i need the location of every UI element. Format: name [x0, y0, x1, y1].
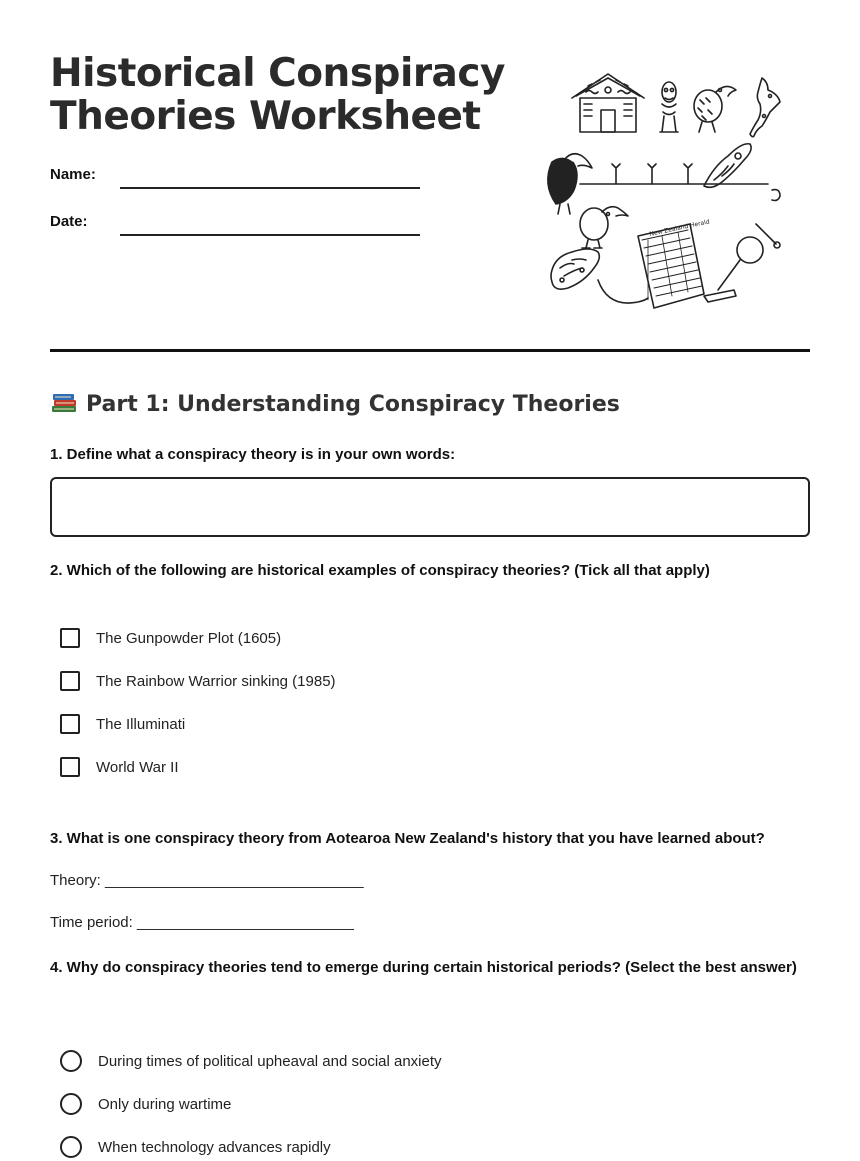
theory-fill-line[interactable]: Theory: _______________________________	[50, 872, 364, 889]
nz-history-illustration	[538, 64, 798, 314]
section-title-text: Part 1: Understanding Conspiracy Theories	[86, 392, 620, 417]
kiwi-chick-icon	[580, 207, 628, 248]
question-1: 1. Define what a conspiracy theory is in your own words:	[50, 446, 456, 463]
q2-option-label: World War II	[96, 758, 179, 776]
books-icon	[50, 390, 78, 414]
checkbox[interactable]	[60, 671, 80, 691]
section-divider	[50, 349, 810, 352]
q2-option-label: The Gunpowder Plot (1605)	[96, 629, 282, 647]
checkbox[interactable]	[60, 628, 80, 648]
pencil-icon	[704, 290, 736, 302]
section-title-part-1	[50, 390, 620, 417]
newspaper-icon	[638, 218, 710, 308]
magnifying-glass-icon	[718, 237, 763, 290]
q2-option-3[interactable]	[60, 712, 185, 736]
q2-option-1[interactable]	[60, 626, 281, 650]
question-1-answer-box[interactable]	[50, 477, 810, 537]
q2-option-4[interactable]	[60, 755, 179, 779]
kiwi-bird-icon	[694, 86, 736, 132]
q2-option-2[interactable]	[60, 669, 336, 693]
q4-option-1[interactable]	[60, 1049, 442, 1073]
tiki-carving-icon	[660, 82, 678, 132]
checkbox[interactable]	[60, 714, 80, 734]
newspaper-masthead: New Zealand Herald	[648, 218, 711, 238]
question-4: 4. Why do conspiracy theories tend to emerge during certain historical periods? (Select the best answer)	[50, 959, 797, 976]
q4-option-label: During times of political upheaval and social anxiety	[98, 1052, 442, 1070]
q2-option-label: The Illuminati	[96, 715, 186, 733]
name-label: Name:	[50, 166, 96, 183]
worksheet-title: Historical Conspiracy Theories Worksheet	[50, 51, 505, 139]
date-label: Date:	[50, 213, 88, 230]
q4-option-2[interactable]	[60, 1092, 231, 1116]
q2-option-label: The Rainbow Warrior sinking (1985)	[96, 672, 336, 690]
radio-button[interactable]	[60, 1093, 82, 1115]
question-2: 2. Which of the following are historical examples of conspiracy theories? (Tick all that apply)	[50, 562, 710, 579]
meeting-house-icon	[572, 74, 644, 132]
question-3: 3. What is one conspiracy theory from Aotearoa New Zealand's history that you have learned about?	[50, 830, 765, 847]
string-line	[598, 280, 648, 303]
radio-button[interactable]	[60, 1136, 82, 1158]
timeline-icon	[580, 164, 780, 201]
carved-pendant-icon	[704, 144, 751, 188]
q4-option-3[interactable]	[60, 1135, 331, 1159]
name-field[interactable]	[120, 187, 420, 189]
carved-stone-icon	[551, 249, 599, 289]
q4-option-label: When technology advances rapidly	[98, 1138, 331, 1156]
q4-option-label: Only during wartime	[98, 1095, 232, 1113]
time-period-fill-line[interactable]: Time period: __________________________	[50, 914, 354, 931]
matchstick-icon	[756, 224, 780, 248]
radio-button[interactable]	[60, 1050, 82, 1072]
checkbox[interactable]	[60, 757, 80, 777]
new-zealand-map-icon	[750, 78, 780, 137]
date-field[interactable]	[120, 234, 420, 236]
